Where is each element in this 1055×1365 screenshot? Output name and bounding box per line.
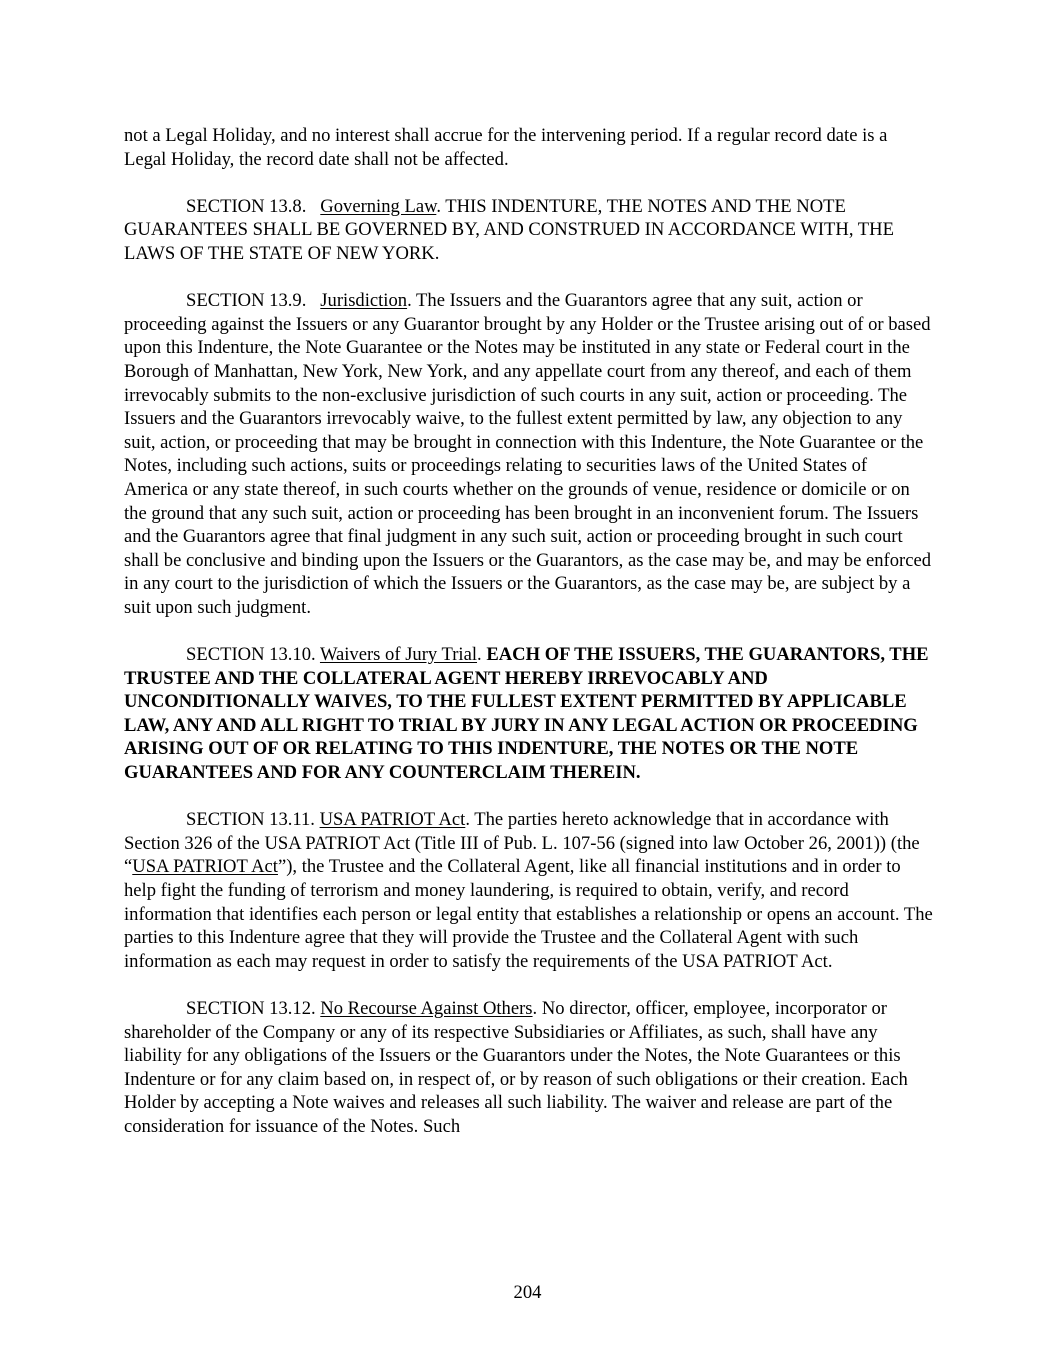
- section-title: USA PATRIOT Act: [319, 809, 466, 831]
- page-number: 204: [513, 1282, 542, 1303]
- section-title: No Recourse Against Others: [320, 997, 533, 1019]
- section-number: SECTION 13.8.: [186, 195, 307, 217]
- section-title: Jurisdiction: [320, 290, 408, 312]
- section-body-after: ”), the Trustee and the Collateral Agent, like all financial institutions and in order to help fight the funding of terrorism and money laundering, is required to obtain, verify, and record information that identifies each person or legal entity that establishes a relationship or opens an account. The parties to this Indenture agree that they will provide the Trustee and the Collateral Agent with such information as each may request in order to satisfy the requirements of the USA PATRIOT Act.: [124, 856, 933, 972]
- section-13-9: [124, 289, 934, 619]
- section-number: SECTION 13.10.: [186, 644, 316, 666]
- section-number: SECTION 13.11.: [186, 809, 315, 831]
- section-body: . The Issuers and the Guarantors agree that any suit, action or proceeding against the Issuers or any Guarantor brought by any Holder or the Trustee arising out of or based upon this Indenture, the Note Guarantee or the Notes may be instituted in any state or Federal court in the Borough of Manhattan, New York, New York, and any appellate court from any thereof, and each of them irrevocably submits to the non-exclusive jurisdiction of such courts in any suit, action or proceeding. The Issuers and the Guarantors irrevocably waive, to the fullest extent permitted by law, any objection to any suit, action, or proceeding that may be brought in connection with this Indenture, the Note Guarantee or the Notes, including such actions, suits or proceedings relating to securities laws of the United States of America or any state thereof, in such courts whether on the grounds of venue, residence or domicile or on the ground that any such suit, action or proceeding has been brought in an inconvenient forum. The Issuers and the Guarantors agree that final judgment in any such suit, action or proceeding brought in such court shall be conclusive and binding upon the Issuers or the Guarantors, as the case may be, and may be enforced in any court to the jurisdiction of which the Issuers or the Guarantors, as the case may be, are subject by a suit upon such judgment.: [124, 290, 932, 618]
- section-body: . THIS INDENTURE, THE NOTES AND THE NOTE GUARANTEES SHALL BE GOVERNED BY, AND CONSTRUED IN ACCORDANCE WITH, THE LAWS OF THE STATE OF NEW YORK.: [124, 195, 894, 264]
- section-title-punct: .: [477, 644, 482, 666]
- section-number: SECTION 13.9.: [186, 290, 307, 312]
- section-13-10: [124, 643, 934, 785]
- section-number: SECTION 13.12.: [186, 997, 316, 1019]
- section-title: Governing Law: [320, 195, 437, 217]
- section-13-11: [124, 808, 934, 973]
- document-page: [124, 124, 934, 1162]
- section-body-before: . The parties hereto acknowledge that in accordance with Section 326 of the USA PATRIOT Act (Title III of Pub. L. 107-56 (signed into law October 26, 2001)) (the “: [124, 809, 920, 878]
- continuation-paragraph: [124, 124, 934, 171]
- section-body: . No director, officer, employee, incorporator or shareholder of the Company or any of its respective Subsidiaries or Affiliates, as such, shall have any liability for any obligations of the Issuers or the Guarantors under the Notes, the Note Guarantees or this Indenture or for any claim based on, in respect of, or by reason of such obligations or their creation. Each Holder by accepting a Note waives and releases all such liability. The waiver and release are part of the consideration for issuance of the Notes. Such: [124, 997, 908, 1137]
- section-body-bold: EACH OF THE ISSUERS, THE GUARANTORS, THE TRUSTEE AND THE COLLATERAL AGENT HEREBY IRREVOCABLY AND UNCONDITIONALLY WAIVES, TO THE FULLEST EXTENT PERMITTED BY APPLICABLE LAW, ANY AND ALL RIGHT TO TRIAL BY JURY IN ANY LEGAL ACTION OR PROCEEDING ARISING OUT OF OR RELATING TO THIS INDENTURE, THE NOTES OR THE NOTE GUARANTEES AND FOR ANY COUNTERCLAIM THEREIN.: [124, 644, 929, 784]
- section-13-8: [124, 195, 934, 266]
- section-title: Waivers of Jury Trial: [319, 644, 478, 666]
- section-13-12: [124, 997, 934, 1139]
- defined-term: USA PATRIOT Act: [132, 856, 278, 878]
- continuation-text: not a Legal Holiday, and no interest shall accrue for the intervening period. If a regular record date is a Legal Holiday, the record date shall not be affected.: [124, 125, 888, 170]
